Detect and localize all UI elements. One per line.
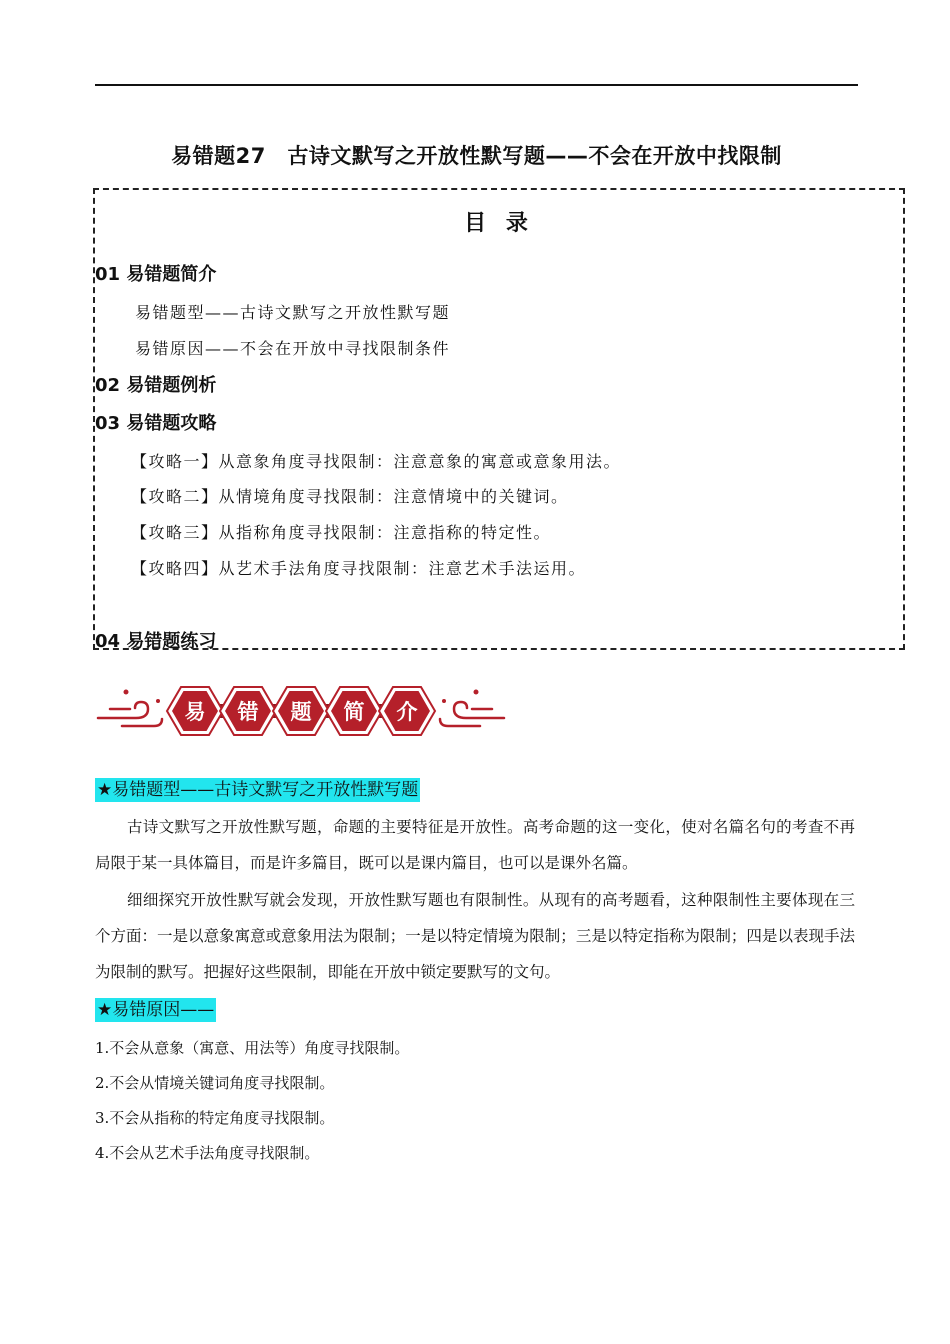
toc-strategy-4[interactable]: 【攻略四】从艺术手法角度寻找限制：注意艺术手法运用。 xyxy=(131,559,587,578)
intro-paragraph-2: 细细探究开放性默写就会发现，开放性默写题也有限制性。从现有的高考题看，这种限制性主要体现在三个方面：一是以意象寓意或意象用法为限制；一是以特定情境为限制；三是以特定指称为限制；四是以表现手法为限制的默写。把握好这些限制，即能在开放中锁定要默写的文句。 xyxy=(95,891,855,981)
reason-item-2: 2.不会从情境关键词角度寻找限制。 xyxy=(95,1074,335,1092)
banner-char-5: 介 xyxy=(396,700,418,724)
toc-section-2[interactable]: 02 易错题例析 xyxy=(95,375,217,396)
banner-char-4: 简 xyxy=(343,700,365,724)
reason-item-4: 4.不会从艺术手法角度寻找限制。 xyxy=(95,1144,320,1162)
reason-item-1: 1.不会从意象（寓意、用法等）角度寻找限制。 xyxy=(95,1039,410,1057)
toc-item-type[interactable]: 易错题型——古诗文默写之开放性默写题 xyxy=(135,303,451,322)
banner-char-3: 题 xyxy=(290,700,312,724)
type-heading: ★易错题型——古诗文默写之开放性默写题 xyxy=(97,780,419,800)
intro-paragraph-1: 古诗文默写之开放性默写题，命题的主要特征是开放性。高考命题的这一变化，使对名篇名句的考查不再局限于某一具体篇目，而是许多篇目，既可以是课内篇目，也可以是课外名篇。 xyxy=(95,818,855,872)
toc-item-reason[interactable]: 易错原因——不会在开放中寻找限制条件 xyxy=(135,339,451,358)
right-cloud-ornament xyxy=(440,690,504,727)
banner-char-1: 易 xyxy=(184,700,206,724)
section-banner xyxy=(96,678,506,744)
toc-strategy-2[interactable]: 【攻略二】从情境角度寻找限制：注意情境中的关键词。 xyxy=(131,487,569,506)
header-rule xyxy=(95,84,858,86)
document-title: 易错题27 古诗文默写之开放性默写题——不会在开放中找限制 xyxy=(171,144,782,168)
toc-section-3[interactable]: 03 易错题攻略 xyxy=(95,413,217,434)
table-of-contents xyxy=(93,188,905,650)
toc-section-1[interactable]: 01 易错题简介 xyxy=(95,264,217,285)
reason-heading: ★易错原因—— xyxy=(97,1000,215,1020)
toc-heading: 目 录 xyxy=(464,211,534,236)
reason-item-3: 3.不会从指称的特定角度寻找限制。 xyxy=(95,1109,335,1127)
banner-char-2: 错 xyxy=(237,700,259,724)
toc-strategy-3[interactable]: 【攻略三】从指称角度寻找限制：注意指称的特定性。 xyxy=(131,523,552,542)
toc-section-4[interactable]: 04 易错题练习 xyxy=(95,631,217,652)
banner-graphic xyxy=(96,678,506,744)
toc-strategy-1[interactable]: 【攻略一】从意象角度寻找限制：注意意象的寓意或意象用法。 xyxy=(131,452,622,471)
left-cloud-ornament xyxy=(98,690,162,727)
